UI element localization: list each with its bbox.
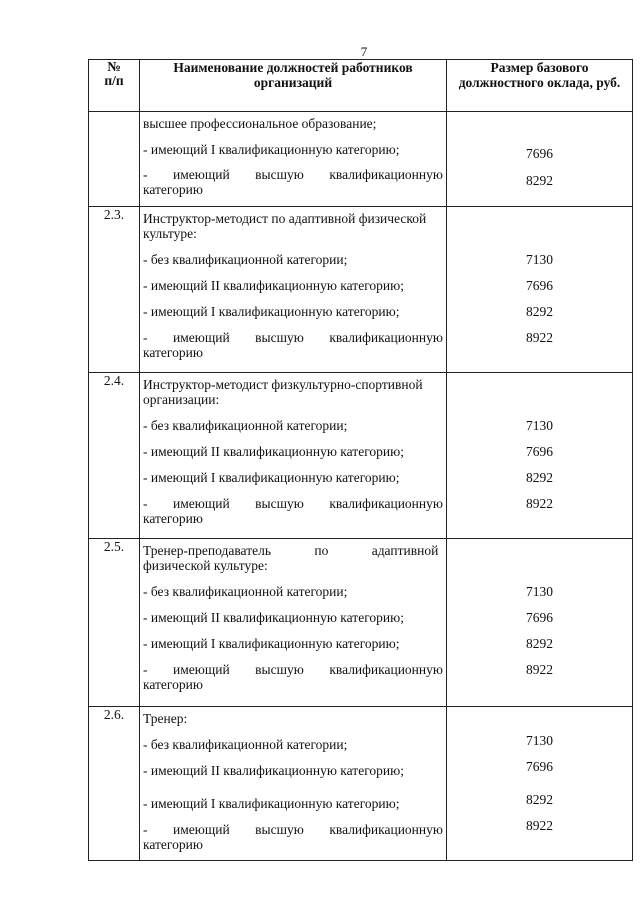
table-row-section-2-3: [89, 207, 633, 373]
salary-value: 7130: [526, 733, 553, 748]
header-name-line1: Наименование должностей работников: [173, 60, 413, 75]
salary-value: 8292: [526, 173, 553, 188]
category-label: - имеющий I квалификационную категорию;: [143, 304, 400, 319]
category-label: - имеющий I квалификационную категорию;: [143, 142, 400, 157]
salary-value: 7696: [526, 444, 553, 459]
category-label: - имеющий II квалификационную категорию;: [143, 278, 404, 293]
row-number: 2.5.: [89, 539, 140, 707]
category-label: - без квалификационной категории;: [143, 418, 348, 433]
salary-value: 7130: [526, 252, 553, 267]
salary-value: 8922: [526, 330, 553, 345]
table-header-row: [89, 60, 633, 112]
salary-table: [88, 59, 633, 861]
salary-value: 7696: [526, 146, 553, 161]
salary-value: 8922: [526, 662, 553, 677]
position-cell: [140, 539, 447, 707]
category-label-justified: - имеющий высшую квалификационную: [143, 496, 443, 511]
table-row-section-2-4: [89, 373, 633, 539]
position-title-line2: культуре:: [143, 226, 197, 241]
salary-value: 8292: [526, 304, 553, 319]
category-label-justified: - имеющий высшую квалификационную: [143, 330, 443, 345]
position-cell: [140, 112, 447, 207]
position-title-line2: физической культуре:: [143, 558, 268, 573]
salary-value: 7130: [526, 418, 553, 433]
category-label-justified: - имеющий высшую квалификационную: [143, 662, 443, 677]
position-title: Инструктор-методист по адаптивной физической: [143, 211, 427, 226]
category-label-tail: категорию: [143, 677, 203, 692]
category-label: - имеющий II квалификационную категорию;: [143, 763, 404, 778]
salary-value: 8292: [526, 636, 553, 651]
continuation-heading: высшее профессиональное образование;: [143, 116, 377, 131]
salary-cell: [447, 373, 633, 539]
salary-value: 8922: [526, 496, 553, 511]
position-title: Тренер:: [143, 711, 188, 726]
header-size-line1: Размер базового: [490, 60, 589, 75]
category-label-tail: категорию: [143, 345, 203, 360]
salary-cell: [447, 539, 633, 707]
header-salary-size: [447, 60, 633, 112]
position-cell: [140, 207, 447, 373]
table-row-section-2-5: [89, 539, 633, 707]
category-label: - имеющий II квалификационную категорию;: [143, 610, 404, 625]
row-number-empty: [89, 112, 140, 207]
category-label: - без квалификационной категории;: [143, 584, 348, 599]
salary-value: 8292: [526, 470, 553, 485]
position-title-line2: организации:: [143, 392, 220, 407]
header-number: [89, 60, 140, 112]
table-row-continuation: [89, 112, 633, 207]
salary-value: 8922: [526, 818, 553, 833]
row-number: 2.3.: [89, 207, 140, 373]
category-label: - имеющий II квалификационную категорию;: [143, 444, 404, 459]
header-number-abbr: п/п: [104, 73, 124, 88]
position-title-justified: Тренер-преподаватель по адаптивной: [143, 543, 439, 558]
header-name-line2: организаций: [253, 75, 333, 90]
category-label: - без квалификационной категории;: [143, 252, 348, 267]
salary-value: 7696: [526, 278, 553, 293]
category-label: - имеющий I квалификационную категорию;: [143, 796, 400, 811]
page-number: 7: [360, 44, 368, 59]
category-label: - без квалификационной категории;: [143, 737, 348, 752]
header-position-name: [140, 60, 447, 112]
salary-cell: [447, 112, 633, 207]
row-number: 2.6.: [89, 707, 140, 861]
table-row-section-2-6: [89, 707, 633, 861]
salary-value: 8292: [526, 792, 553, 807]
row-number: 2.4.: [89, 373, 140, 539]
position-cell: [140, 373, 447, 539]
position-title: Инструктор-методист физкультурно-спортивной: [143, 377, 423, 392]
category-label: - имеющий I квалификационную категорию;: [143, 470, 400, 485]
salary-value: 7130: [526, 584, 553, 599]
header-number-symbol: №: [107, 59, 121, 74]
salary-value: 7696: [526, 759, 553, 774]
position-cell: [140, 707, 447, 861]
category-label-tail: категорию: [143, 182, 203, 197]
category-label: - имеющий I квалификационную категорию;: [143, 636, 400, 651]
salary-value: 7696: [526, 610, 553, 625]
salary-cell: [447, 707, 633, 861]
category-label-justified: - имеющий высшую квалификационную: [143, 167, 443, 182]
header-size-line2: должностного оклада, руб.: [458, 75, 621, 90]
category-label-tail: категорию: [143, 837, 203, 852]
category-label-justified: - имеющий высшую квалификационную: [143, 822, 443, 837]
category-label-tail: категорию: [143, 511, 203, 526]
salary-cell: [447, 207, 633, 373]
